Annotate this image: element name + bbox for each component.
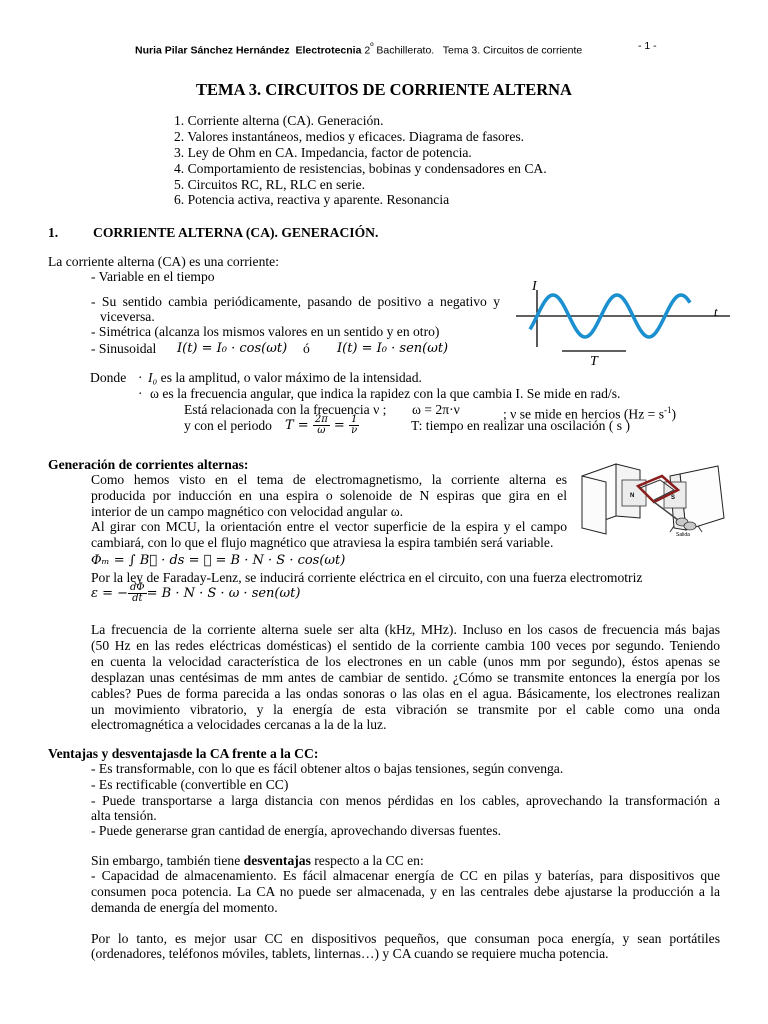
page-title: TEMA 3. CIRCUITOS DE CORRIENTE ALTERNA bbox=[196, 80, 572, 99]
hertz-exponent: -1 bbox=[664, 405, 672, 415]
advantage-item: - Es transformable, con lo que es fácil obtener altos o bajas tensiones, según convenga. bbox=[91, 761, 564, 776]
period-definition: T: tiempo en realizar una oscilación ( s ) bbox=[411, 418, 630, 433]
header-topic: Tema 3. Circuitos de corriente bbox=[442, 44, 583, 57]
advantage-item: - Es rectificable (convertible en CC) bbox=[91, 777, 289, 792]
period-equation bbox=[285, 410, 359, 442]
freq-paragraph-line: cables? Pues de forma parecida a las ondas sonoras o las olas en el agua. Básicamente, los electrones realizan bbox=[91, 686, 720, 701]
fraction-numerator: 2π bbox=[314, 414, 328, 425]
wave-period-label: T bbox=[590, 354, 598, 369]
emf-equation bbox=[91, 578, 300, 610]
donde-line-2: ω es la frecuencia angular, que indica la rapidez con la que cambia I. Se mide en rad/s. bbox=[150, 386, 621, 401]
header-course: Bachillerato. bbox=[376, 44, 435, 57]
donde-text-1: es la amplitud, o valor máximo de la intensidad. bbox=[160, 370, 422, 385]
equation-or: ó bbox=[303, 341, 310, 356]
intro-bullet-cont: viceversa. bbox=[100, 309, 155, 324]
disadvantage-line: consumen poca potencia. La CA no puede ser almacenada, y en las centrales debe ajustarse la producción a la bbox=[91, 884, 720, 899]
fraction-1-nu bbox=[349, 415, 359, 436]
sine-wave-figure bbox=[510, 272, 740, 372]
freq-paragraph-line: un movimiento vibratorio, y la energía de esta vibración se transmite por el cable como una onda bbox=[91, 702, 720, 717]
pole-s-label: S bbox=[671, 495, 676, 501]
freq-paragraph-line: La frecuencia de la corriente alterna suele ser alta (kHz, MHz). Incluso en los casos de frecuencia más bajas bbox=[91, 622, 720, 637]
disadvantages-intro bbox=[91, 853, 424, 869]
intro-bullet: - Variable en el tiempo bbox=[91, 269, 215, 284]
toc-item: 6. Potencia activa, reactiva y aparente. Resonancia bbox=[174, 192, 450, 207]
toc-item: 1. Corriente alterna (CA). Generación. bbox=[174, 113, 384, 128]
gen-paragraph-line: cambiará, con lo que el flujo magnético que atraviesa la espira también será variable. bbox=[91, 535, 554, 550]
generator-illustration bbox=[578, 456, 728, 538]
hertz-text: ; ν se mide en hercios (Hz = s bbox=[503, 406, 665, 422]
disadvantages-word: desventajas bbox=[243, 853, 311, 868]
freq-paragraph-line: electromagnética a velocidades cercanas a la de la luz. bbox=[91, 717, 387, 732]
toc-item: 3. Ley de Ohm en CA. Impedancia, factor de potencia. bbox=[174, 145, 472, 160]
fraction-dphi-dt bbox=[128, 583, 147, 604]
fraction-numerator: dΦ bbox=[130, 582, 145, 593]
symbol-i0: I₀ bbox=[148, 370, 158, 385]
fraction-denominator: dt bbox=[132, 593, 143, 604]
header-course-sup: º bbox=[370, 41, 374, 51]
omega-equation: ω = 2π·ν bbox=[412, 402, 460, 417]
advantage-item: - Puede transportarse a larga distancia con menos pérdidas en los cables, aprovechando la transformación a bbox=[91, 793, 720, 808]
toc-item: 5. Circuitos RC, RL, RLC en serie. bbox=[174, 177, 366, 192]
section-number: 1. bbox=[48, 225, 59, 240]
advantages-heading: Ventajas y desventajasde la CA frente a la CC: bbox=[48, 746, 319, 761]
toc-item: 2. Valores instantáneos, medios y eficaces. Diagrama de fasores. bbox=[174, 129, 525, 144]
donde-line-3: Está relacionada con la frecuencia ν ; bbox=[184, 402, 387, 417]
running-header bbox=[135, 41, 582, 57]
disadvantages-intro-a: Sin embargo, también tiene bbox=[91, 853, 241, 868]
intro-lead: La corriente alterna (CA) es una corriente: bbox=[48, 254, 279, 269]
equation-cos: I(t) = I₀ · cos(ωt) bbox=[177, 341, 288, 356]
header-course-num: 2 bbox=[364, 44, 371, 57]
wave-x-label: t bbox=[714, 304, 718, 319]
intro-bullet: - Su sentido cambia periódicamente, pasando de positivo a negativo y bbox=[91, 294, 500, 309]
emf-left: ε = − bbox=[91, 586, 129, 601]
gen-heading: Generación de corrientes alternas: bbox=[48, 457, 249, 472]
header-author: Nuria Pilar Sánchez Hernández bbox=[135, 44, 290, 57]
fraction-2pi-omega bbox=[313, 415, 330, 436]
disadvantages-intro-c: respecto a la CC en: bbox=[314, 853, 424, 868]
intro-bullet: - Simétrica (alcanza los mismos valores en un sentido y en otro) bbox=[91, 324, 440, 339]
conclusion-line: Por lo tanto, es mejor usar CC en dispositivos pequeños, que consuman poca energía, y sean portátiles bbox=[91, 931, 720, 946]
donde-word: Donde bbox=[90, 370, 127, 385]
hertz-close: ) bbox=[671, 406, 677, 422]
page-number: - 1 - bbox=[638, 40, 657, 52]
disadvantage-line: demanda de energía del momento. bbox=[91, 900, 278, 915]
disadvantage-line: - Capacidad de almacenamiento. Es fácil almacenar energía de CC en pilas y baterías, para dispositivos que bbox=[91, 868, 720, 883]
freq-paragraph-line: en cuenta la velocidad característica de los electrones en un cable (unos mm por segundo), éstos apenas se bbox=[91, 654, 720, 669]
fraction-denominator: ν bbox=[351, 425, 358, 436]
gen-paragraph-line: producida por inducción en una espira o solenoide de N espiras que gira en el bbox=[91, 488, 567, 503]
emf-right: = B · N · S · ω · sen(ωt) bbox=[146, 586, 301, 601]
gen-paragraph-line: Como hemos visto en el tema de electromagnetismo, la corriente alterna es bbox=[91, 472, 567, 487]
donde-bullet: · bbox=[138, 370, 143, 385]
gen-paragraph-line: interior de un campo magnético con velocidad angular ω. bbox=[91, 504, 404, 519]
period-equals: = bbox=[333, 418, 345, 433]
gen-paragraph-line: Al girar con MCU, la orientación entre el vector superficie de la espira y el campo bbox=[91, 519, 567, 534]
fraction-denominator: ω bbox=[317, 425, 326, 436]
donde-line-1 bbox=[148, 370, 422, 386]
section-heading: CORRIENTE ALTERNA (CA). GENERACIÓN. bbox=[93, 225, 379, 240]
toc-item: 4. Comportamiento de resistencias, bobinas y condensadores en CA. bbox=[174, 161, 547, 176]
equation-sen: I(t) = I₀ · sen(ωt) bbox=[337, 341, 449, 356]
donde-line-4: y con el periodo bbox=[184, 418, 272, 433]
pole-n-label: N bbox=[630, 493, 635, 499]
donde-bullet: · bbox=[138, 386, 143, 401]
header-subject: Electrotecnia bbox=[295, 44, 362, 57]
conclusion-line: (ordenadores, teléfonos móviles, tablets, linternas…) y CA cuando se requiere mucha potencia. bbox=[91, 946, 609, 961]
intro-bullet: - Sinusoidal bbox=[91, 341, 157, 356]
freq-paragraph-line: desplazan unas centésimas de mm antes de cambiar de sentido. ¿Cómo se transmite entonces la energía por los bbox=[91, 670, 720, 685]
flux-equation: Φₘ = ∫ B⃗ · ds = ⋯ = B · N · S · cos(ωt) bbox=[91, 553, 346, 568]
freq-paragraph-line: (50 Hz en las redes eléctricas domésticas) el sentido de la corriente cambia 100 veces por segundo. Teniendo bbox=[91, 638, 720, 653]
advantage-item-cont: alta tensión. bbox=[91, 808, 157, 823]
faraday-line: Por la ley de Faraday-Lenz, se inducirá corriente eléctrica en el circuito, con una fuerza electromotriz bbox=[91, 570, 643, 585]
wave-y-label: I bbox=[532, 279, 537, 294]
output-label: Salida bbox=[676, 532, 690, 538]
fraction-numerator: 1 bbox=[350, 414, 358, 425]
period-T: T = bbox=[285, 418, 309, 433]
advantage-item: - Puede generarse gran cantidad de energía, aprovechando diversas fuentes. bbox=[91, 823, 502, 838]
